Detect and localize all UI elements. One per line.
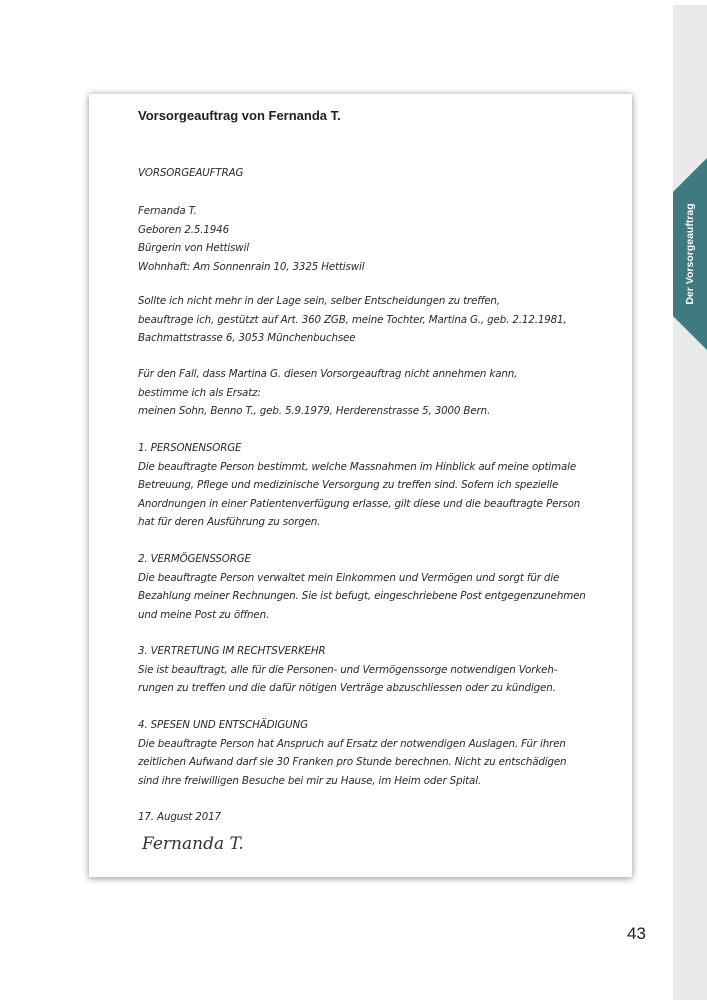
substitute-line-1: Für den Fall, dass Martina G. diesen Vorsorgeauftrag nicht annehmen kann, [138, 368, 518, 380]
section-text: Sie ist beauftragt, alle für die Personen- und Vermögenssorge notwendigen Vorkeh-rungen zu treffen und die dafür nötigen Verträge abzuschliessen oder zu kündigen. [138, 663, 558, 695]
person-birthdate: Geboren 2.5.1946 [138, 223, 229, 236]
substitute-line-3: meinen Sohn, Benno T., geb. 5.9.1979, Herderenstrasse 5, 3000 Bern. [138, 405, 491, 418]
section-text: Die beauftragte Person verwaltet mein Einkommen und Vermögen und sorgt für die Bezahlung meiner Rechnungen. Sie ist befugt, eingeschriebene Post entgegenzunehmen und meine Post zu öffnen. [138, 571, 586, 621]
document-date: 17. August 2017 [138, 811, 221, 823]
appointment-line-1: Sollte ich nicht mehr in der Lage sein, selber Entscheidungen zu treffen, [138, 295, 500, 307]
person-address: Wohnhaft: Am Sonnenrain 10, 3325 Hettiswil [138, 260, 365, 273]
section-heading: 3. VERTRETUNG IM RECHTSVERKEHR [138, 645, 326, 657]
section-text: Die beauftragte Person bestimmt, welche Massnahmen im Hinblick auf meine optimale Betreuung, Pflege und medizinische Versorgung zu treffen sind. Sofern ich spezielle Anordnungen in einer Patientenverfügung erlasse, gilt diese und die beauftragte Person hat für deren Ausführung zu sorgen. [138, 460, 581, 529]
section-text: Die beauftragte Person hat Anspruch auf Ersatz der notwendigen Auslagen. Für ihren zeitlichen Aufwand darf sie 30 Franken pro Stunde berechnen. Nicht zu entschädigen sind ihre freiwilligen Besuche bei mir zu Hause, im Heim oder Spital. [138, 737, 567, 787]
document-title: Vorsorgeauftrag von Fernanda T. [138, 108, 341, 123]
page-number: 43 [627, 924, 646, 943]
chapter-tab-label: Der Vorsorgeauftrag [684, 203, 696, 305]
section-heading: 1. PERSONENSORGE [138, 442, 242, 454]
document-heading: VORSORGEAUFTRAG [138, 167, 244, 179]
signature: Fernanda T. [142, 834, 244, 854]
document-card [89, 94, 632, 877]
appointment-line-3: Bachmattstrasse 6, 3053 Münchenbuchsee [138, 332, 356, 345]
person-citizenship: Bürgerin von Hettiswil [138, 242, 250, 255]
substitute-line-2: bestimme ich als Ersatz: [138, 386, 261, 399]
section-heading: 2. VERMÖGENSSORGE [138, 553, 251, 565]
right-margin-band [673, 5, 707, 1000]
person-name: Fernanda T. [138, 205, 197, 217]
appointment-line-2: beauftrage ich, gestützt auf Art. 360 ZGB, meine Tochter, Martina G., geb. 2.12.1981, [138, 313, 567, 326]
section-heading: 4. SPESEN UND ENTSCHÄDIGUNG [138, 719, 308, 731]
